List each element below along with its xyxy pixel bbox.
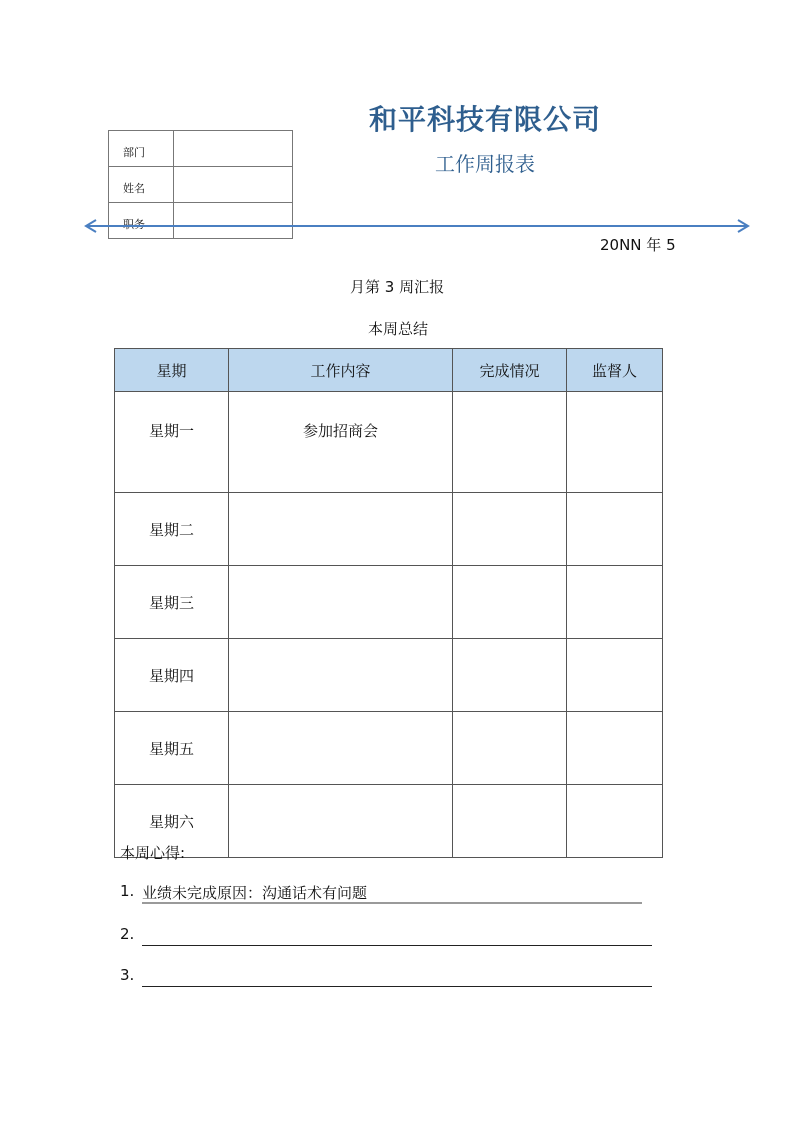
table-row	[115, 712, 663, 785]
supervisor-cell[interactable]	[567, 566, 663, 639]
day-cell: 星期二	[115, 493, 229, 566]
day-cell: 星期六	[115, 785, 229, 858]
status-cell[interactable]	[453, 639, 567, 712]
item-number: 3.	[120, 966, 135, 984]
supervisor-cell[interactable]	[567, 712, 663, 785]
supervisor-cell[interactable]	[567, 639, 663, 712]
content-cell[interactable]	[229, 712, 453, 785]
info-label: 职务	[109, 203, 174, 239]
header-status: 完成情况	[453, 349, 567, 392]
department-field[interactable]	[174, 131, 293, 167]
content-cell[interactable]	[229, 493, 453, 566]
day-cell: 星期四	[115, 639, 229, 712]
table-row	[115, 493, 663, 566]
item-number: 2.	[120, 925, 135, 943]
table-row	[115, 566, 663, 639]
report-date-part1: 20NN 年 5	[600, 236, 676, 254]
supervisor-cell[interactable]	[567, 392, 663, 493]
status-cell[interactable]	[453, 392, 567, 493]
info-label: 姓名	[109, 167, 174, 203]
report-subtitle: 工作周报表	[435, 152, 535, 176]
report-date-part2: 月第 3 周汇报	[350, 278, 445, 296]
day-cell: 星期三	[115, 566, 229, 639]
reflection-item-3	[120, 966, 660, 988]
double-arrow-divider	[82, 216, 752, 236]
reflection-title: 本周心得:	[120, 844, 186, 862]
table-header-row	[115, 349, 663, 392]
reflection-item-1	[120, 882, 660, 904]
header-content: 工作内容	[229, 349, 453, 392]
info-label: 部门	[109, 131, 174, 167]
content-cell[interactable]: 参加招商会	[229, 392, 453, 493]
content-cell[interactable]	[229, 639, 453, 712]
supervisor-cell[interactable]	[567, 785, 663, 858]
status-cell[interactable]	[453, 493, 567, 566]
summary-title: 本周总结	[368, 320, 429, 338]
company-title: 和平科技有限公司	[368, 103, 601, 136]
day-cell: 星期一	[115, 392, 229, 493]
status-cell[interactable]	[453, 712, 567, 785]
name-field[interactable]	[174, 167, 293, 203]
supervisor-cell[interactable]	[567, 493, 663, 566]
content-cell[interactable]	[229, 785, 453, 858]
day-cell: 星期五	[115, 712, 229, 785]
status-cell[interactable]	[453, 785, 567, 858]
header-supervisor: 监督人	[567, 349, 663, 392]
info-row-department	[109, 131, 293, 167]
weekly-table	[114, 348, 663, 858]
reflection-field[interactable]	[142, 925, 652, 946]
reflection-field[interactable]: 业绩未完成原因：沟通话术有问题	[142, 882, 642, 904]
table-row	[115, 392, 663, 493]
table-row	[115, 639, 663, 712]
content-cell[interactable]	[229, 566, 453, 639]
table-row	[115, 785, 663, 858]
status-cell[interactable]	[453, 566, 567, 639]
header-day: 星期	[115, 349, 229, 392]
reflection-field[interactable]	[142, 966, 652, 987]
item-number: 1.	[120, 882, 135, 900]
info-row-name	[109, 167, 293, 203]
reflection-item-2	[120, 925, 660, 947]
